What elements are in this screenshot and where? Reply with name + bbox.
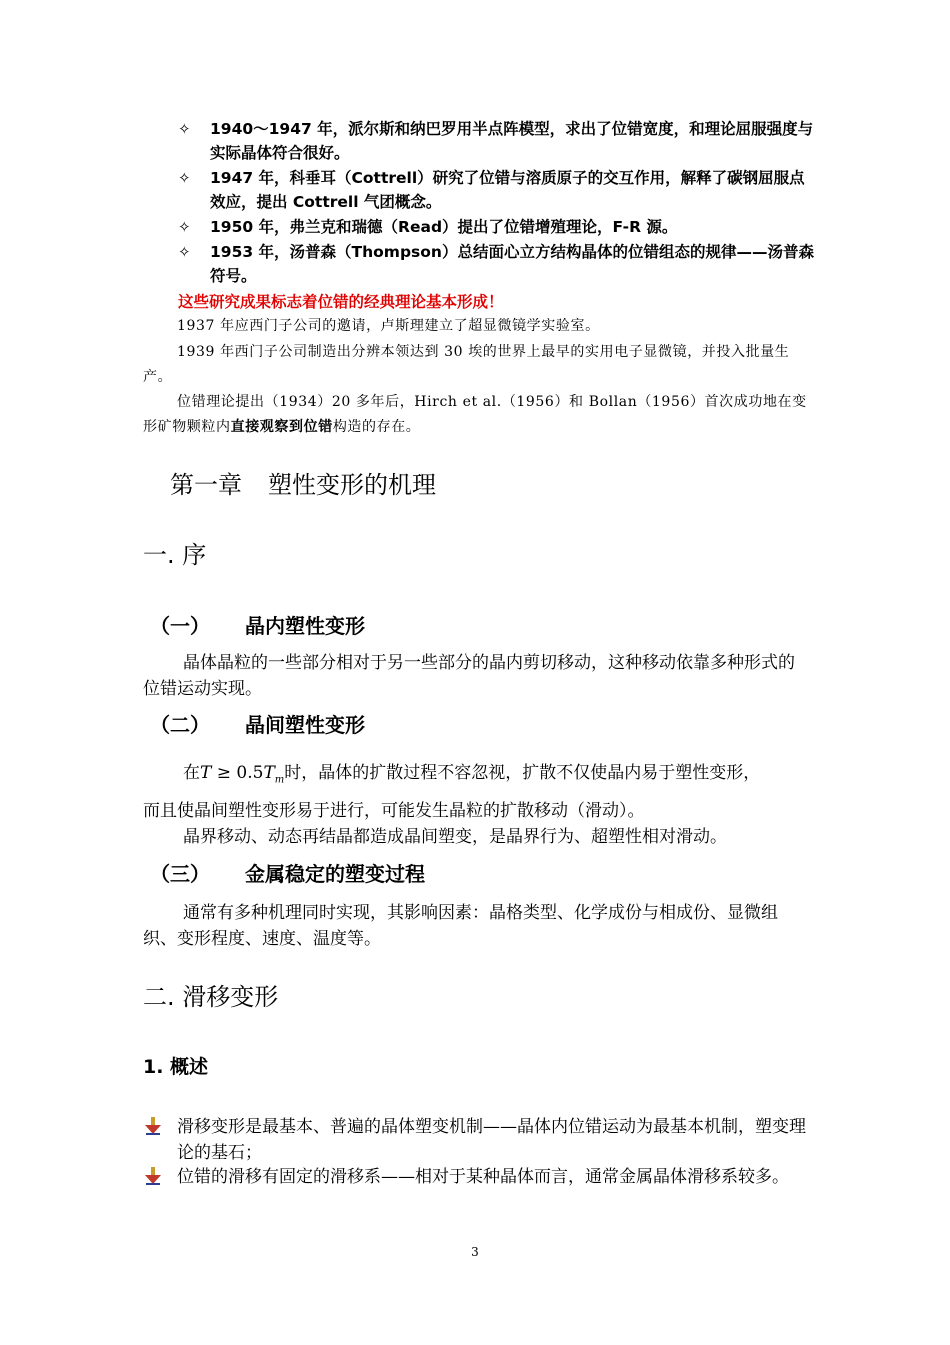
math-operator: ≥ 0.5 xyxy=(211,763,264,783)
subsection-title: 晶间塑性变形 xyxy=(245,713,365,737)
math-expression xyxy=(200,763,285,786)
math-symbol: T xyxy=(200,763,212,783)
chapter-heading xyxy=(170,468,436,502)
history-line-3b: 构造的存在。 xyxy=(332,419,421,435)
subsection-heading xyxy=(150,860,425,888)
paragraph-text: 晶界移动、动态再结晶都造成晶间塑变，是晶界行为、超塑性相对滑动。 xyxy=(183,827,727,847)
paragraph-text: 时，晶体的扩散过程不容忽视，扩散不仅使晶内易于塑性变形， xyxy=(284,763,761,783)
bullet-item xyxy=(178,240,818,288)
down-arrow-bullet-icon xyxy=(143,1116,163,1136)
paragraph-text: 晶体晶粒的一些部分相对于另一些部分的晶内剪切移动，这种移动依靠多种形式的位错运动实现。 xyxy=(143,653,795,699)
math-subscript: m xyxy=(274,774,285,786)
list-item-text: 滑移变形是最基本、普遍的晶体塑变机制——晶体内位错运动为最基本机制，塑变理论的基石； xyxy=(177,1117,806,1163)
subsection-number: （二） xyxy=(150,713,210,737)
red-highlight-note: 这些研究成果标志着位错的经典理论基本形成！ xyxy=(178,293,504,311)
page-number: 3 xyxy=(471,1245,479,1259)
list-item xyxy=(143,1114,811,1166)
subsection-heading: 1. 概述 xyxy=(143,1056,209,1078)
chapter-title: 塑性变形的机理 xyxy=(268,471,436,499)
subsection-number: （三） xyxy=(150,862,210,886)
body-paragraph xyxy=(143,824,811,850)
paragraph-text: 通常有多种机理同时实现，其影响因素：晶格类型、化学成份与相成份、显微组织、变形程度、速度、温度等。 xyxy=(143,903,778,949)
bullet-item xyxy=(178,117,818,165)
diamond-star-icon: ✧ xyxy=(178,243,191,261)
history-line-3a: 位错理论提出（1934）20 多年后，Hirch et al.（1956）和 Bollan（1956）首次成功地在变形矿物颗粒内 xyxy=(143,394,807,435)
body-paragraph xyxy=(143,650,811,702)
body-paragraph xyxy=(143,900,811,952)
section-heading: 二. 滑移变形 xyxy=(143,983,279,1011)
bullet-text: 1947 年，科垂耳（Cottrell）研究了位错与溶质原子的交互作用，解释了碳钢屈服点效应，提出 Cottrell 气团概念。 xyxy=(210,169,805,211)
history-paragraph xyxy=(143,390,811,440)
list-item-text: 位错的滑移有固定的滑移系——相对于某种晶体而言，通常金属晶体滑移系较多。 xyxy=(177,1167,789,1187)
bullet-text: 1953 年，汤普森（Thompson）总结面心立方结构晶体的位错组态的规律——汤普森符号。 xyxy=(210,243,814,285)
list-item xyxy=(143,1164,811,1190)
paragraph-text: 而且使晶间塑性变形易于进行，可能发生晶粒的扩散移动（滑动）。 xyxy=(143,801,645,821)
body-paragraph xyxy=(143,760,811,793)
history-line-3-bold: 直接观察到位错 xyxy=(230,419,333,435)
diamond-star-icon: ✧ xyxy=(178,218,191,236)
bullet-item xyxy=(178,166,818,214)
body-paragraph xyxy=(143,798,811,824)
bullet-text: 1950 年，弗兰克和瑞德（Read）提出了位错增殖理论，F-R 源。 xyxy=(210,218,678,236)
diamond-star-icon: ✧ xyxy=(178,120,191,138)
history-line-1: 1937 年应西门子公司的邀请，卢斯理建立了超显微镜学实验室。 xyxy=(177,318,600,334)
history-line-2: 1939 年西门子公司制造出分辨本领达到 30 埃的世界上最早的实用电子显微镜，并投入批量生产。 xyxy=(143,344,790,385)
subsection-heading xyxy=(150,711,365,739)
paragraph-text: 在 xyxy=(183,763,200,783)
subsection-title: 晶内塑性变形 xyxy=(245,614,365,638)
bullet-text: 1940～1947 年，派尔斯和纳巴罗用半点阵模型，求出了位错宽度，和理论屈服强度与实际晶体符合很好。 xyxy=(210,120,814,162)
subsection-title: 金属稳定的塑变过程 xyxy=(245,862,425,886)
diamond-star-icon: ✧ xyxy=(178,169,191,187)
math-symbol: T xyxy=(263,763,275,783)
history-paragraph xyxy=(143,340,811,390)
subsection-heading xyxy=(150,612,365,640)
section-heading: 一. 序 xyxy=(143,541,207,569)
history-paragraph xyxy=(143,314,811,339)
chapter-number: 第一章 xyxy=(170,471,242,499)
subsection-number: （一） xyxy=(150,614,210,638)
bullet-item xyxy=(178,215,818,239)
down-arrow-bullet-icon xyxy=(143,1166,163,1186)
